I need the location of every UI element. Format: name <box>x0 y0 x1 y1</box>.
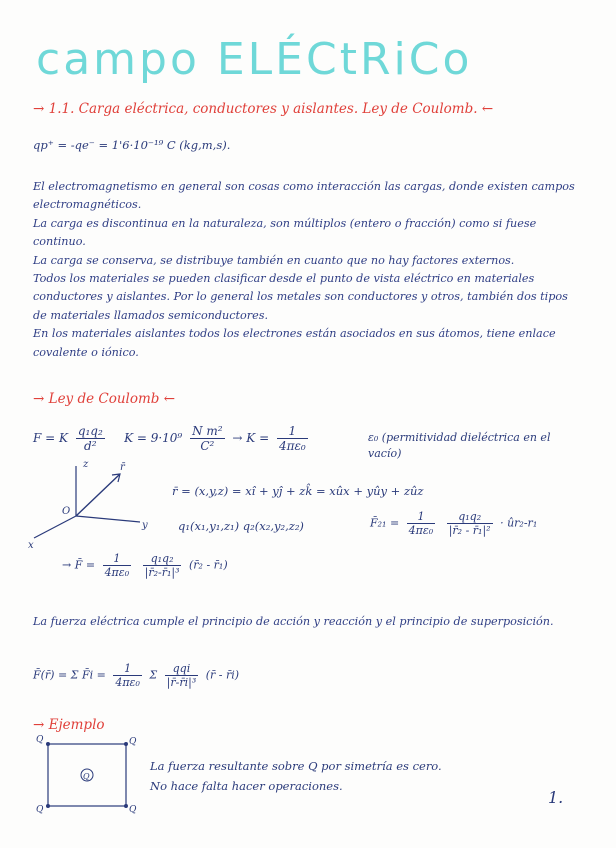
paragraph: La carga se conserva, se distribuye también en cuanto que no hay factores externos. <box>33 253 515 267</box>
corner-label: Q <box>36 805 44 815</box>
z-axis-label: z <box>83 459 89 470</box>
y-axis-label: y <box>142 520 148 531</box>
force-lhs: F = K <box>33 431 68 445</box>
superposition-text: La fuerza eléctrica cumple el principio de acción y reacción y el principio de superposición. <box>33 615 554 628</box>
force-num: q₁q₂ <box>77 424 103 438</box>
sup-frac2 <box>165 662 199 689</box>
f-num2: q₁q₂ <box>143 552 182 566</box>
coulomb-formula <box>33 424 312 453</box>
superposition-formula <box>33 662 239 689</box>
paragraph: En los materiales aislantes todos los electrones están asociados en sus átomos, tiene enlace covalente o iónico. <box>33 327 556 359</box>
f21-frac2 <box>447 510 493 537</box>
r-vector-label: r̄ <box>120 462 125 473</box>
corner-label: Q <box>36 735 44 745</box>
corner-label: Q <box>129 805 137 815</box>
corner-charge <box>124 804 128 808</box>
paragraph: El electromagnetismo en general son cosas como interacción las cargas, donde existen campos electromagnéticos. <box>33 180 575 212</box>
section-heading-example: → Ejemplo <box>33 717 105 733</box>
epsilon-note: ε₀ (permitividad dieléctrica en el vacío) <box>368 431 551 460</box>
corner-label: Q <box>129 737 137 747</box>
k-units <box>190 424 225 453</box>
center-label: Q <box>83 772 90 781</box>
y-axis <box>76 516 140 522</box>
sup-tail: (r̄ - r̄i) <box>205 668 240 682</box>
k-fraction <box>277 424 308 453</box>
sup-lhs: F̄(r̄) = Σ F̄i = <box>33 668 106 682</box>
k-arrow: → K = <box>232 431 270 445</box>
f21-den1: 4πε₀ <box>408 524 434 537</box>
sup-num2: qqi <box>165 662 199 676</box>
corner-charge <box>46 742 50 746</box>
sup-den2: |r̄-r̄i|³ <box>166 676 197 689</box>
example-text-line1: La fuerza resultante sobre Q por simetría es cero. <box>150 759 442 773</box>
k-units-num: N m² <box>192 424 223 438</box>
f21-den2: |r̄₂ - r̄₁|² <box>448 524 491 537</box>
f21-frac1 <box>407 510 436 537</box>
f-formula <box>62 552 228 579</box>
f-den2: |r̄₂-r̄₁|³ <box>144 566 180 579</box>
charges-coordinates: q₁(x₁,y₁,z₁) q₂(x₂,y₂,z₂) <box>178 519 304 533</box>
x-axis <box>34 516 76 538</box>
sup-sum: Σ <box>149 668 158 682</box>
sup-num1: 1 <box>113 662 142 676</box>
f21-formula <box>370 510 537 537</box>
f-frac1 <box>103 552 132 579</box>
f21-num2: q₁q₂ <box>447 510 493 524</box>
origin-label: O <box>62 506 71 517</box>
position-vector: r̄ = (x,y,z) = xî + yĵ + zk̂ = xûx + yûy + zûz <box>172 484 424 498</box>
page-title: campo ELÉCtRiCo <box>36 34 473 85</box>
example-text-line2: No hace falta hacer operaciones. <box>150 779 343 793</box>
f-num1: 1 <box>103 552 132 566</box>
f21-num1: 1 <box>407 510 436 524</box>
f21-tail: · ûr₂-r₁ <box>500 516 538 530</box>
k-value: K = 9·10⁹ <box>124 431 183 445</box>
force-den: d² <box>84 439 97 453</box>
section-heading-coulomb-intro: → 1.1. Carga eléctrica, conductores y aislantes. Ley de Coulomb. ← <box>33 101 494 117</box>
f-lhs: → F̄ = <box>62 558 96 572</box>
example-square-diagram <box>34 734 144 814</box>
axis-diagram <box>28 458 168 551</box>
charge-formula: qp⁺ = -qe⁻ = 1'6·10⁻¹⁹ C (kg,m,s). <box>33 138 231 152</box>
paragraph: Todos los materiales se pueden clasificar desde el punto de vista eléctrico en materiales conductores y aislantes. Por lo general los metales son conductores y otros, también dos tipos de materiales llamados semiconductores. <box>33 272 568 322</box>
corner-charge <box>46 804 50 808</box>
k-frac-num: 1 <box>277 424 308 439</box>
f-tail: (r̄₂ - r̄₁) <box>188 558 228 572</box>
x-axis-label: x <box>28 540 34 551</box>
f21-lhs: F̄₂₁ = <box>370 516 400 530</box>
k-frac-den: 4πε₀ <box>278 439 306 453</box>
paragraph: La carga es discontinua en la naturaleza, son múltiplos (entero o fracción) como si fuese continuo. <box>33 216 537 249</box>
corner-charge <box>124 742 128 746</box>
intro-paragraphs <box>33 178 581 362</box>
sup-den1: 4πε₀ <box>115 676 140 689</box>
f-den1: 4πε₀ <box>104 566 130 579</box>
r-vector <box>76 474 120 516</box>
f-frac2 <box>143 552 182 579</box>
k-units-den: C² <box>200 439 215 453</box>
sup-frac1 <box>113 662 142 689</box>
page-number: 1. <box>548 788 564 807</box>
section-heading-coulomb-law: → Ley de Coulomb ← <box>33 391 176 407</box>
force-fraction <box>76 424 105 453</box>
